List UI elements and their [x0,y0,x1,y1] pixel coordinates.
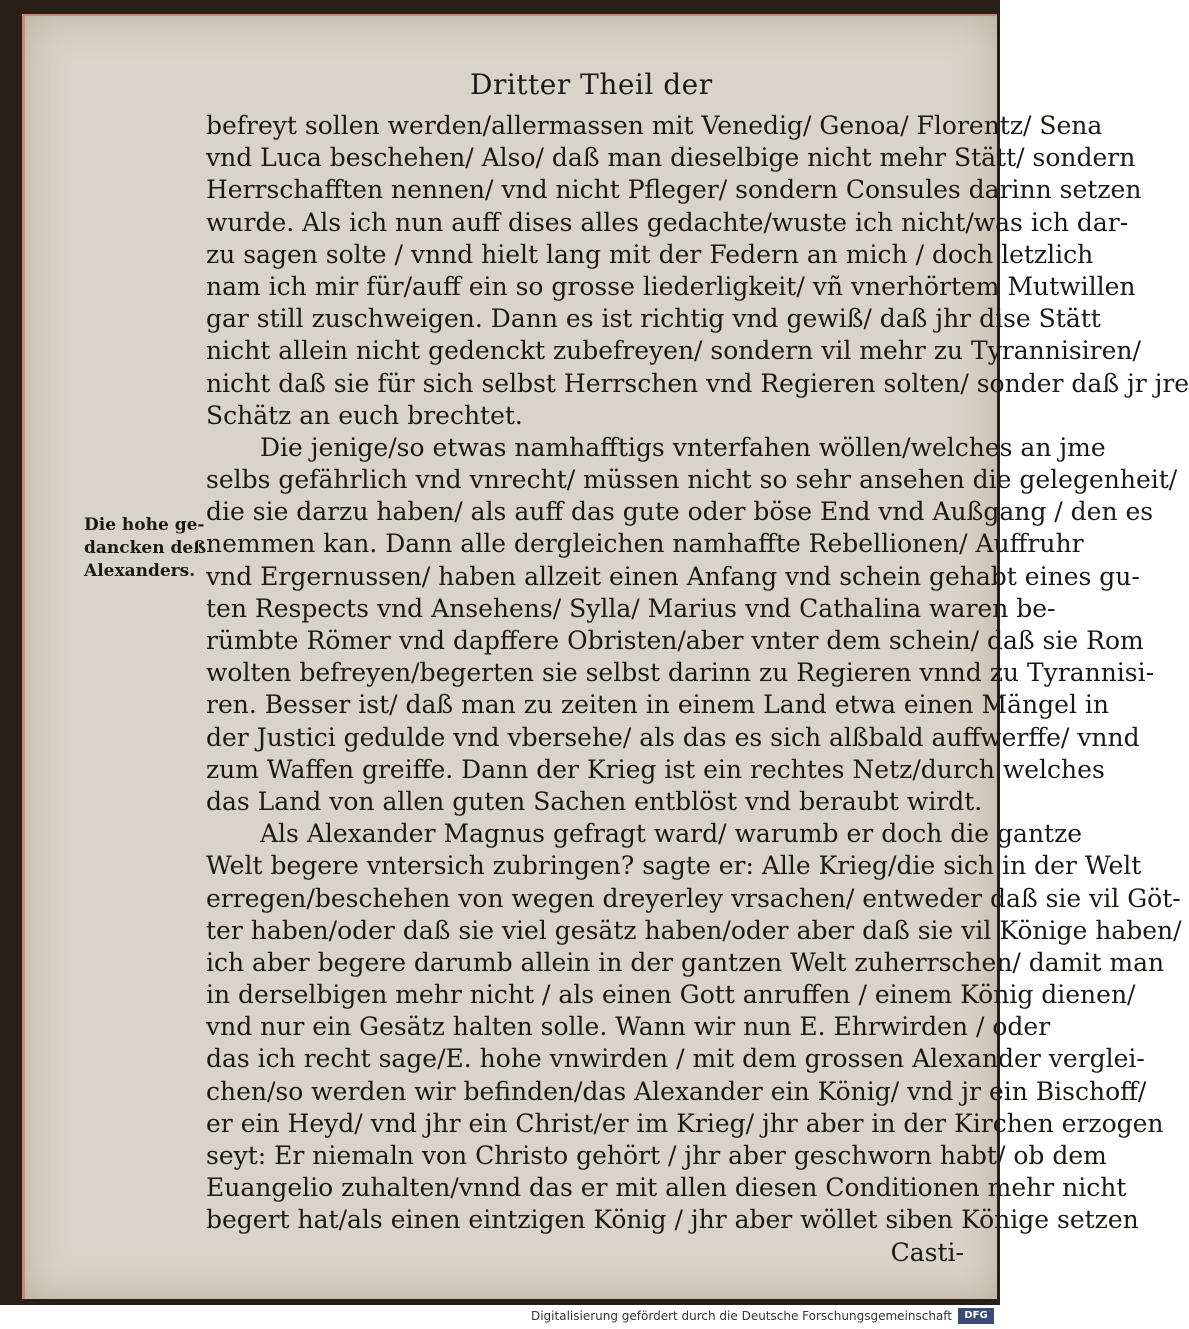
text-line: nemmen kan. Dann alle dergleichen namhaffte Rebellionen/ Auffruhr [206,529,1084,559]
text-line: ich aber begere darumb allein in der gantzen Welt zuherrschen/ damit man [206,947,1165,977]
text-line: Schätz an euch brechtet. [206,400,523,430]
marginal-note [84,514,209,583]
text-line: rümbte Römer vnd dapffere Obristen/aber vnter dem schein/ daß sie Rom [206,626,1144,655]
text-line: nicht allein nicht gedenckt zubefreyen/ sondern vil mehr zu Tyrannisiren/ [206,336,1141,366]
catchword: Casti- [890,1237,964,1267]
text-line: nicht daß sie für sich selbst Herrschen vnd Regieren solten/ sonder daß jr jre [206,368,1189,398]
text-line: das Land von allen guten Sachen entblöst vnd beraubt wirdt. [206,786,983,816]
text-line: Welt begere vntersich zubringen? sagte er: Alle Krieg/die sich in der Welt [206,851,1142,881]
text-line: ren. Besser ist/ daß man zu zeiten in einem Land etwa einen Mängel in [206,690,1109,720]
text-line: zu sagen solte / vnnd hielt lang mit der Federn an mich / doch letzlich [206,239,1094,269]
text-line: in derselbigen mehr nicht / als einen Gott anruffen / einem König dienen/ [206,980,1136,1010]
text-line: Die jenige/so etwas namhafftigs vnterfahen wöllen/welches an jme [260,432,1106,462]
text-line: selbs gefährlich vnd vnrecht/ müssen nicht so sehr ansehen die gelegenheit/ [206,465,1178,495]
text-line: chen/so werden wir befinden/das Alexander ein König/ vnd jr ein Bischoff/ [206,1076,1147,1106]
text-line: wurde. Als ich nun auff dises alles gedachte/wuste ich nicht/was ich dar- [206,207,1129,237]
dfg-logo: DFG [958,1308,994,1324]
text-line: vnd Luca beschehen/ Also/ daß man dieselbige nicht mehr Stätt/ sondern [206,143,1136,173]
text-line: der Justici gedulde vnd vbersehe/ als das es sich alßbald auffwerffe/ vnnd [206,722,1140,752]
running-head: Dritter Theil der [470,68,713,101]
marginal-note-line: dancken deß [84,538,207,558]
text-line: Herrschafften nennen/ vnd nicht Pfleger/ sondern Consules darinn setzen [206,175,1142,205]
text-line: ter haben/oder daß sie viel gesätz haben/oder aber daß sie vil Könige haben/ [206,915,1182,945]
marginal-note-line: Die hohe ge- [84,515,205,535]
text-line: er ein Heyd/ vnd jhr ein Christ/er im Krieg/ jhr aber in der Kirchen erzogen [206,1108,1164,1138]
text-line: das ich recht sage/E. hohe vnwirden / mit dem grossen Alexander verglei- [206,1044,1145,1074]
text-line: ten Respects vnd Ansehens/ Sylla/ Marius vnd Cathalina waren be- [206,593,1056,623]
text-line: seyt: Er niemaln von Christo gehört / jhr aber geschworn habt/ ob dem [206,1141,1107,1170]
text-line: vnd Ergernussen/ haben allzeit einen Anfang vnd schein gehabt eines gu- [206,561,1140,591]
body-text [206,110,1189,1269]
text-line: wolten befreyen/begerten sie selbst darinn zu Regieren vnnd zu Tyrannisi- [206,658,1155,688]
footer-bar [0,1305,1000,1329]
text-line: nam ich mir für/auff ein so grosse liederligkeit/ vñ vnerhörtem Mutwillen [206,271,1136,301]
funding-credit: Digitalisierung gefördert durch die Deutsche Forschungsgemeinschaft [530,1309,952,1323]
marginal-note-line: Alexanders. [84,561,196,581]
text-line: die sie darzu haben/ als auff das gute oder böse End vnd Außgang / den es [206,497,1154,527]
text-line: begert hat/als einen eintzigen König / jhr aber wöllet siben Könige setzen [206,1205,1139,1235]
text-line: erregen/beschehen von wegen dreyerley vrsachen/ entweder daß sie vil Göt- [206,883,1181,913]
text-line: gar still zuschweigen. Dann es ist richtig vnd gewiß/ daß jhr dise Stätt [206,304,1101,334]
text-line: vnd nur ein Gesätz halten solle. Wann wir nun E. Ehrwirden / oder [206,1012,1051,1042]
text-line: Als Alexander Magnus gefragt ward/ warumb er doch die gantze [260,819,1083,849]
text-line: befreyt sollen werden/allermassen mit Venedig/ Genoa/ Florentz/ Sena [206,111,1103,140]
text-line: Euangelio zuhalten/vnnd das er mit allen diesen Conditionen mehr nicht [206,1173,1127,1203]
text-line: zum Waffen greiffe. Dann der Krieg ist ein rechtes Netz/durch welches [206,754,1105,784]
